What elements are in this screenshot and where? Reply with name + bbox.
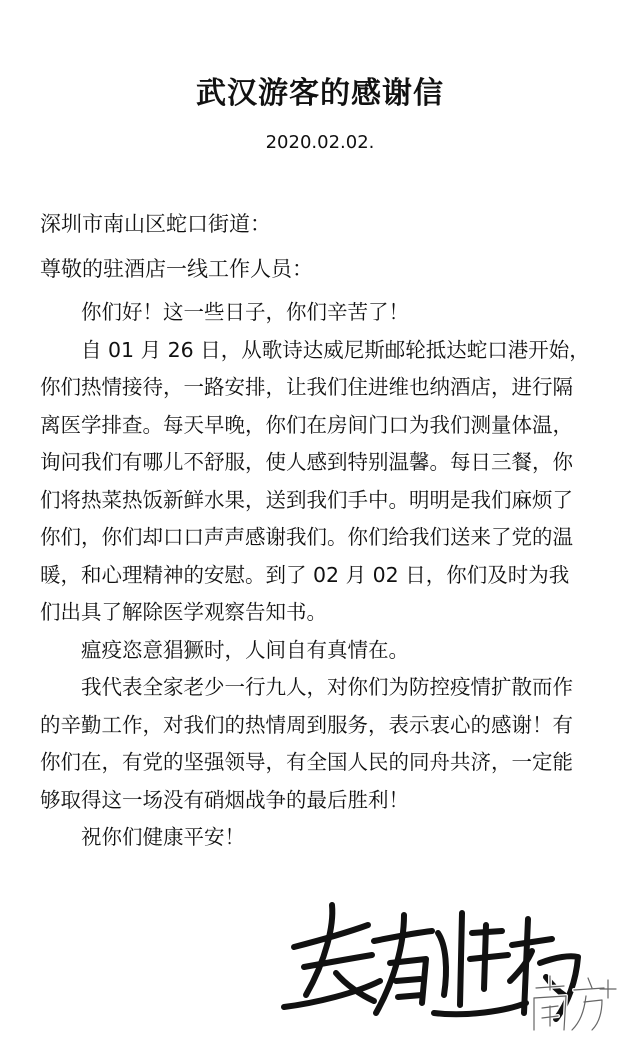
para1-line: 们出具了解除医学观察告知书。 — [40, 600, 327, 624]
para1-line: 离医学排查。每天早晚，你们在房间门口为我们测量体温， — [40, 412, 573, 437]
para3-line: 你们在，有党的坚强领导，有全国人民的同舟共济，一定能 — [40, 750, 573, 774]
letter-body — [40, 294, 610, 857]
para2-line: 瘟疫恣意猖獗时，人间自有真情在。 — [81, 637, 409, 662]
para1-line: 自 01 月 26 日，从歌诗达威尼斯邮轮抵达蛇口港开始， — [81, 337, 590, 362]
para1-line: 你们热情接待，一路安排，让我们住进维也纳酒店，进行隔 — [40, 375, 573, 399]
para1-line: 暖，和心理精神的安慰。到了 02 月 02 日，你们及时为我 — [40, 562, 570, 587]
para1-line: 们将热菜热饭新鲜水果，送到我们手中。明明是我们麻烦了 — [40, 487, 573, 512]
letter-date: 2020.02.02. — [265, 132, 375, 153]
recipient-line-1: 深圳市南山区蛇口街道： — [40, 212, 271, 236]
closing-line: 祝你们健康平安！ — [81, 825, 245, 849]
para3-line: 够取得这一场没有硝烟战争的最后胜利！ — [40, 787, 409, 812]
nanfang-plus-watermark — [522, 968, 622, 1038]
para1-line: 你们，你们却口口声声感谢我们。你们给我们送来了党的温 — [40, 525, 573, 549]
letter-title: 武汉游客的感谢信 — [196, 76, 444, 111]
greeting-line: 你们好！这一些日子，你们辛苦了！ — [81, 300, 409, 324]
para1-line: 询问我们有哪儿不舒服，使人感到特别温馨。每日三餐，你 — [40, 450, 573, 474]
para3-line: 我代表全家老少一行九人，对你们为防控疫情扩散而作 — [81, 675, 573, 699]
recipient-line-2: 尊敬的驻酒店一线工作人员： — [40, 257, 313, 281]
para3-line: 的辛勤工作，对我们的热情周到服务，表示衷心的感谢！有 — [40, 712, 573, 737]
